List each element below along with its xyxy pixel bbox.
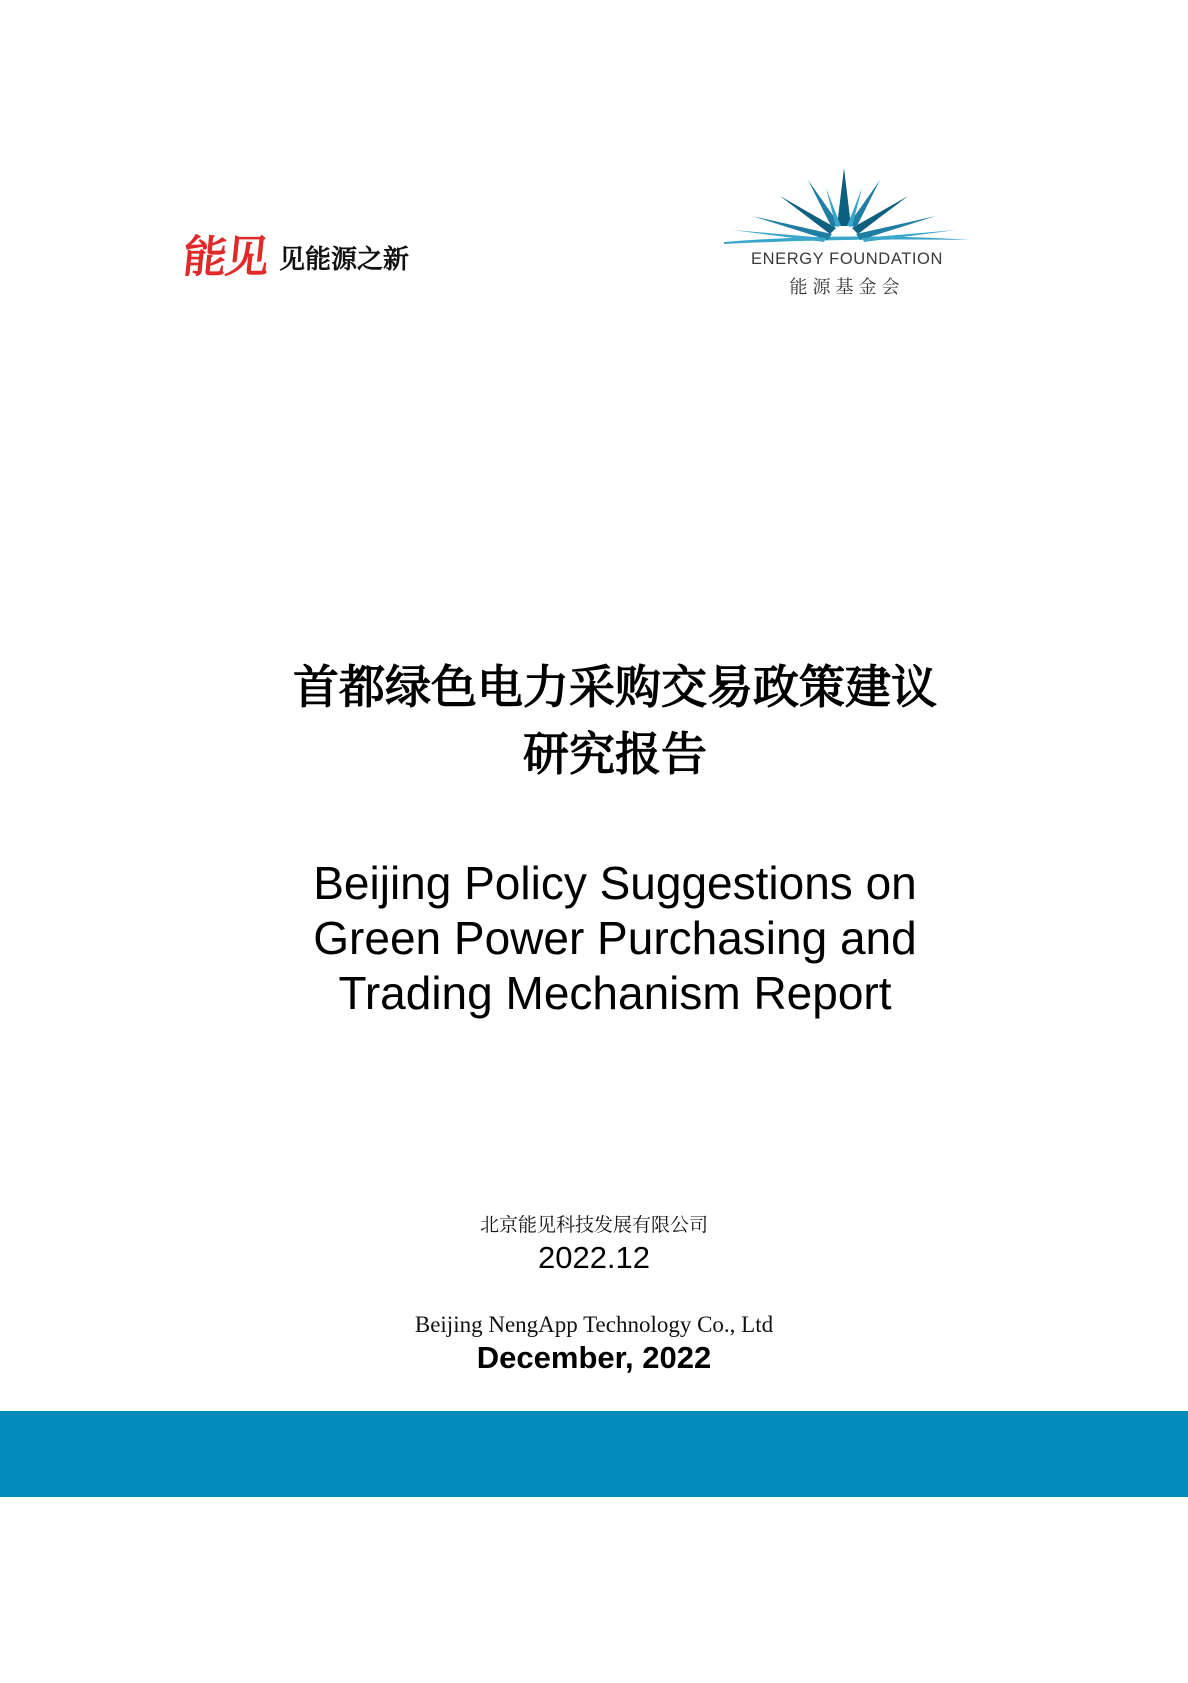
title-en-line-2: Green Power Purchasing and	[313, 912, 917, 964]
company-name-en: Beijing NengApp Technology Co., Ltd	[414, 1312, 774, 1337]
energy-foundation-logo	[722, 166, 972, 300]
energy-foundation-name-cn: 能源基金会	[789, 277, 905, 298]
nengjian-slogan: 见能源之新	[279, 245, 410, 275]
starburst-icon	[722, 166, 972, 248]
energy-foundation-name-en: ENERGY FOUNDATION	[750, 250, 944, 268]
nengjian-logo-mark: 能见	[180, 232, 270, 283]
title-english	[0, 856, 1188, 1021]
nengjian-logo	[180, 232, 410, 284]
title-chinese	[0, 654, 1188, 788]
date-english: December, 2022	[476, 1340, 712, 1375]
company-name-cn: 北京能见科技发展有限公司	[479, 1214, 708, 1236]
title-en-line-1: Beijing Policy Suggestions on	[313, 857, 917, 909]
date-numeric: 2022.12	[537, 1240, 651, 1275]
title-en-line-3: Trading Mechanism Report	[338, 967, 892, 1019]
title-cn-line-1: 首都绿色电力采购交易政策建议	[293, 660, 937, 714]
footer-color-band	[0, 1411, 1188, 1497]
title-cn-line-2: 研究报告	[523, 727, 707, 781]
